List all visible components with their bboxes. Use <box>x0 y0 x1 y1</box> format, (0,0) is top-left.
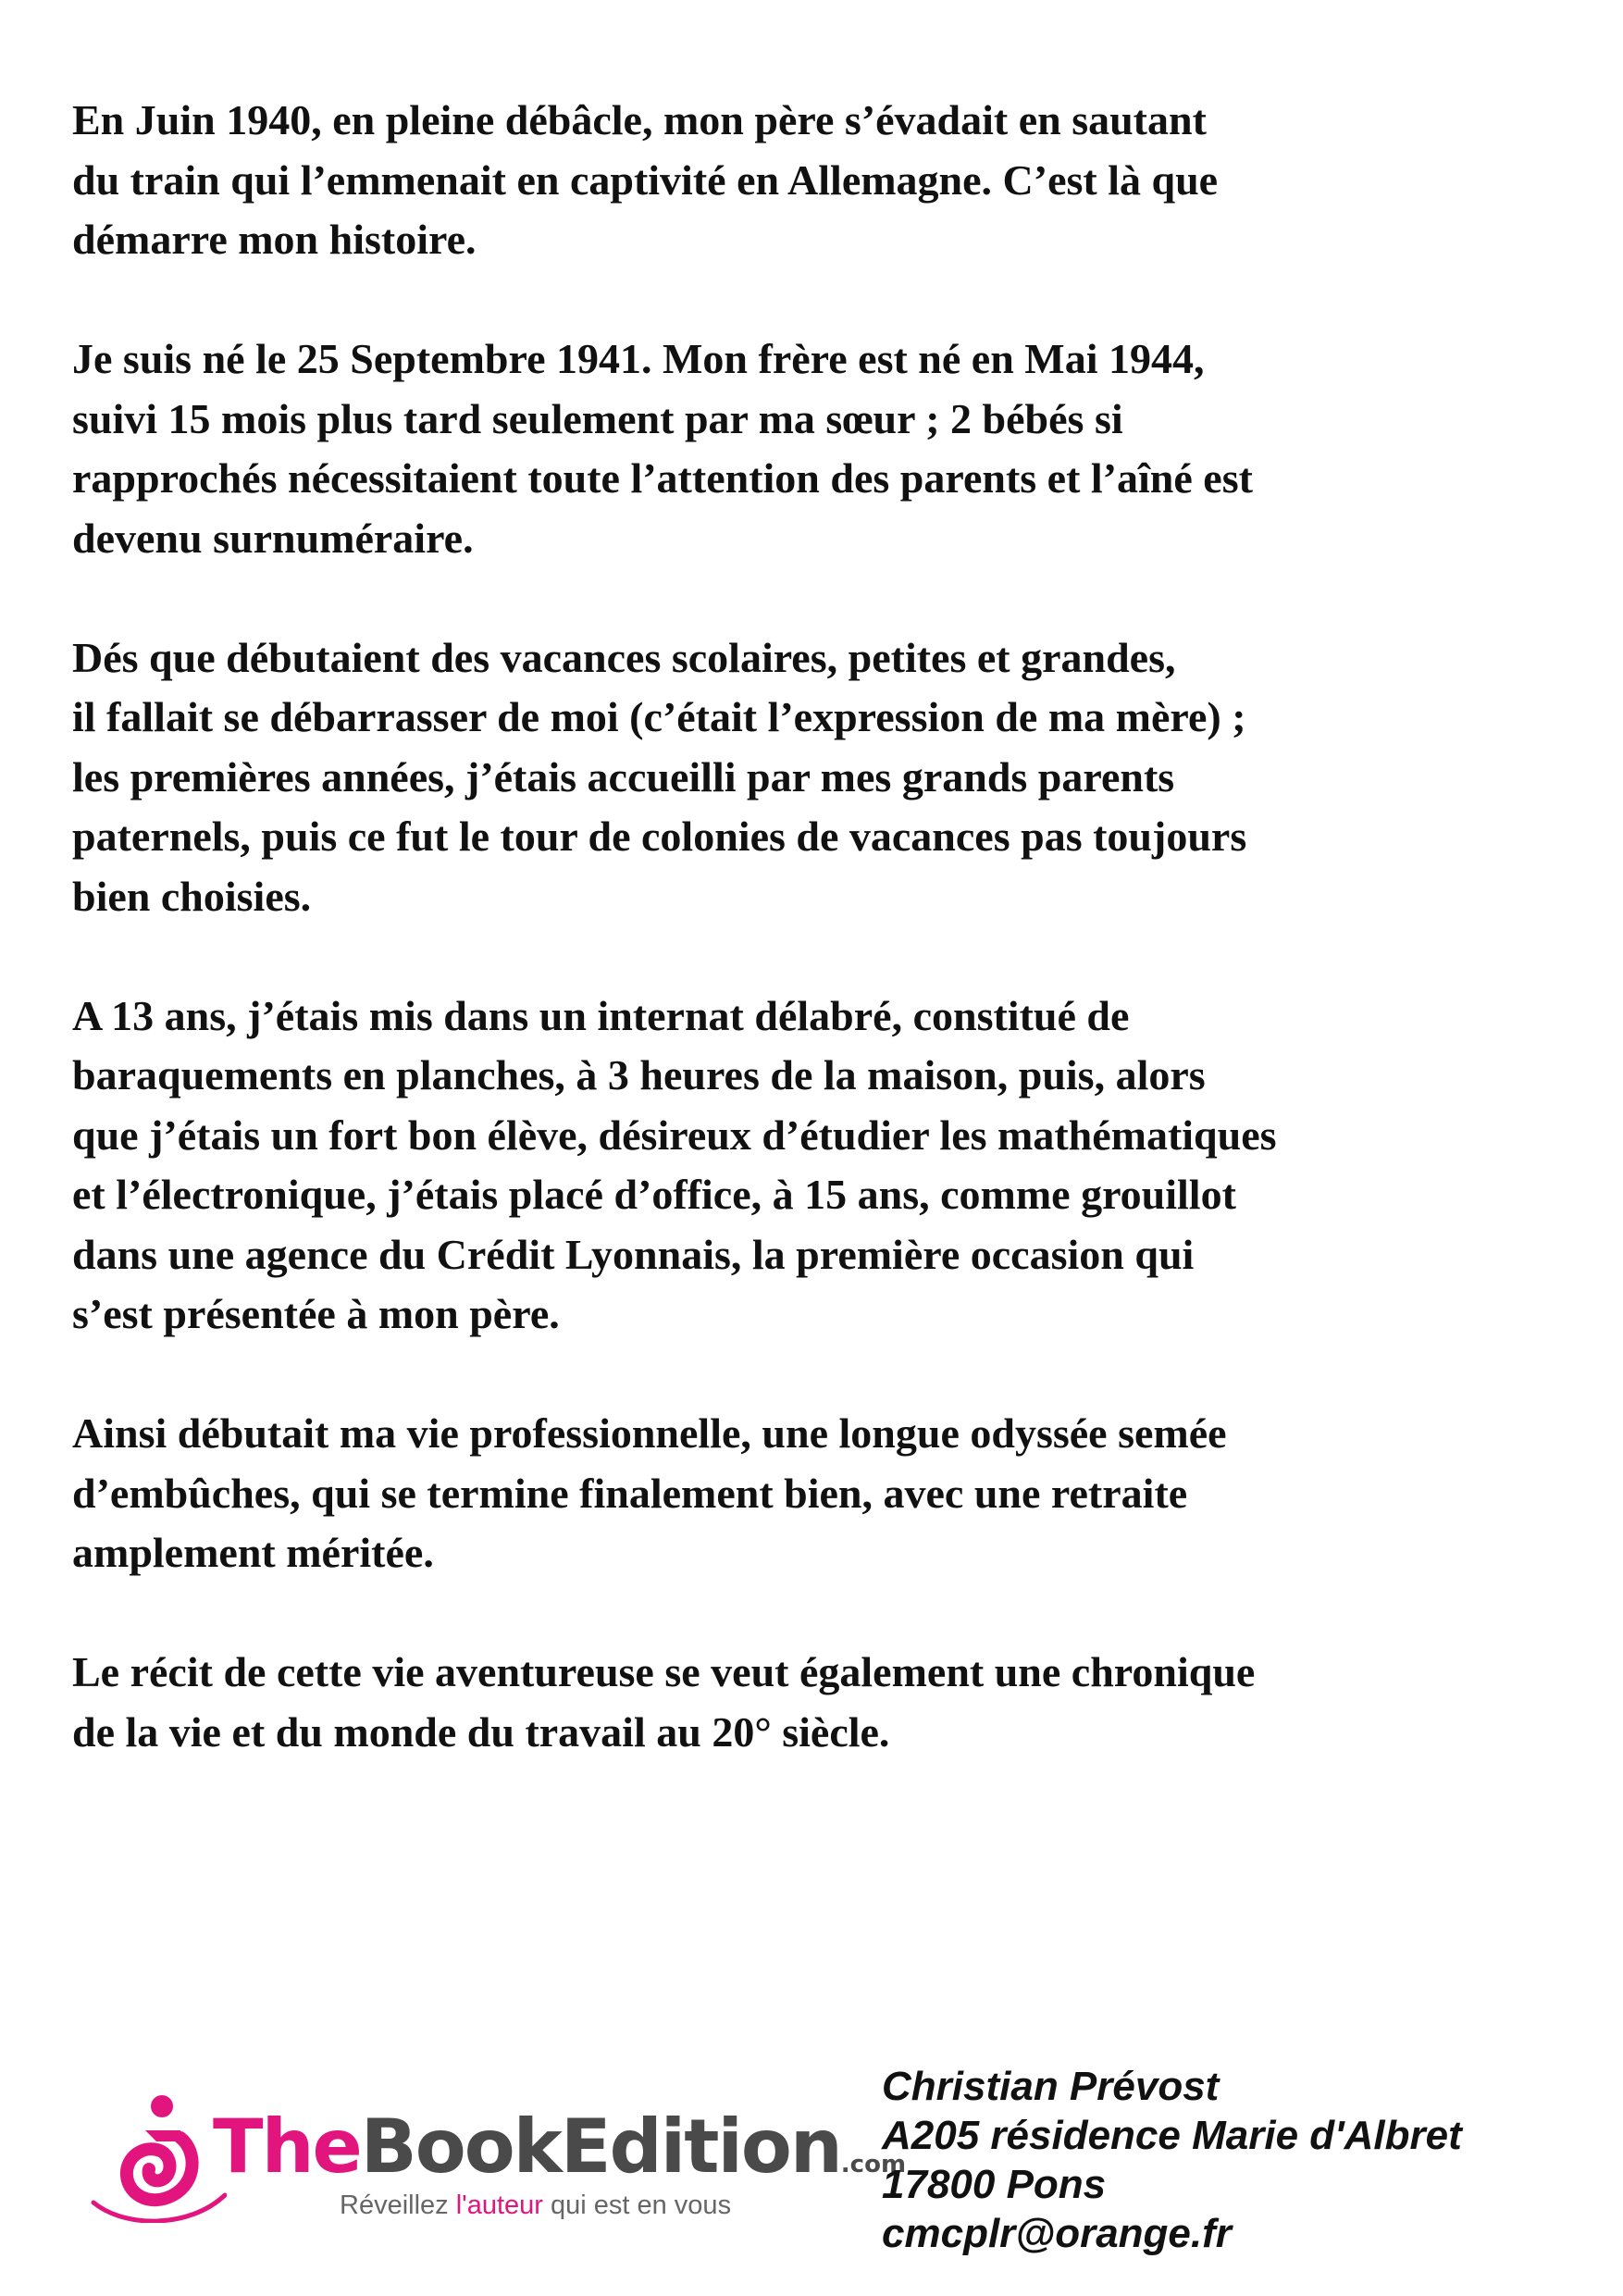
author-city: 17800 Pons <box>882 2162 1107 2207</box>
text-line: Je suis né le 25 Septembre 1941. Mon frère est né en Mai 1944, <box>72 335 1205 382</box>
paragraph-4 <box>72 987 1553 1345</box>
text-line: dans une agence du Crédit Lyonnais, la première occasion qui <box>72 1230 1195 1278</box>
author-street: A205 résidence Marie d'Albret <box>882 2113 1462 2158</box>
text-line: Ainsi débutait ma vie professionnelle, une longue odyssée semée <box>72 1409 1227 1457</box>
thebookedition-logo <box>88 2093 907 2223</box>
text-line: paternels, puis ce fut le tour de colonies de vacances pas toujours <box>72 813 1247 860</box>
text-line: A 13 ans, j’étais mis dans un internat délabré, constitué de <box>72 991 1130 1039</box>
text-line: suivi 15 mois plus tard seulement par ma sœur ; 2 bébés si <box>72 394 1123 442</box>
text-line: du train qui l’emmenait en captivité en Allemagne. C’est là que <box>72 155 1219 204</box>
text-line: que j’étais un fort bon élève, désireux d’étudier les mathématiques <box>72 1111 1277 1159</box>
author-name: Christian Prévost <box>882 2064 1220 2109</box>
author-address <box>882 2062 1462 2258</box>
text-line: Le récit de cette vie aventureuse se veut également une chronique <box>72 1648 1256 1695</box>
synopsis-text <box>72 91 1553 1822</box>
text-line: Dés que débutaient des vacances scolaires, petites et grandes, <box>72 633 1176 681</box>
paragraph-5 <box>72 1404 1553 1583</box>
logo-word-bookedition: BookEdition <box>360 2104 841 2190</box>
text-line: les premières années, j’étais accueilli par mes grands parents <box>72 752 1175 800</box>
logo-tagline <box>340 2191 731 2220</box>
text-line: En Juin 1940, en pleine débâcle, mon père s’évadait en sautant <box>72 96 1207 143</box>
tagline-start: Réveillez <box>340 2191 456 2220</box>
author-email: cmcplr@orange.fr <box>882 2211 1232 2256</box>
text-line: s’est présentée à mon père. <box>72 1290 560 1337</box>
text-line: amplement méritée. <box>72 1529 434 1576</box>
logo-suffix: .com <box>840 2151 907 2178</box>
tagline-accent: l'auteur <box>455 2191 543 2220</box>
text-line: rapprochés nécessitaient toute l’attention des parents et l’aîné est <box>72 454 1253 502</box>
text-line: baraquements en planches, à 3 heures de la maison, puis, alors <box>72 1051 1206 1098</box>
paragraph-1 <box>72 91 1553 270</box>
text-line: bien choisies. <box>72 872 312 920</box>
paragraph-6 <box>72 1643 1553 1762</box>
logo-wordmark <box>213 2104 907 2202</box>
paragraph-3 <box>72 628 1553 927</box>
text-line: devenu surnuméraire. <box>72 514 474 562</box>
paragraph-2 <box>72 329 1553 568</box>
text-line: d’embûches, qui se termine finalement bien, avec une retraite <box>72 1469 1188 1517</box>
text-line: il fallait se débarrasser de moi (c’était l’expression de ma mère) ; <box>72 693 1246 740</box>
text-line: et l’électronique, j’étais placé d’office, à 15 ans, comme grouillot <box>72 1171 1236 1218</box>
text-line: démarre mon histoire. <box>72 216 477 263</box>
logo-word-the: The <box>213 2104 361 2190</box>
tagline-end: qui est en vous <box>542 2191 732 2220</box>
person-swirl-icon <box>88 2093 227 2223</box>
text-line: de la vie et du monde du travail au 20° siècle. <box>72 1707 890 1756</box>
